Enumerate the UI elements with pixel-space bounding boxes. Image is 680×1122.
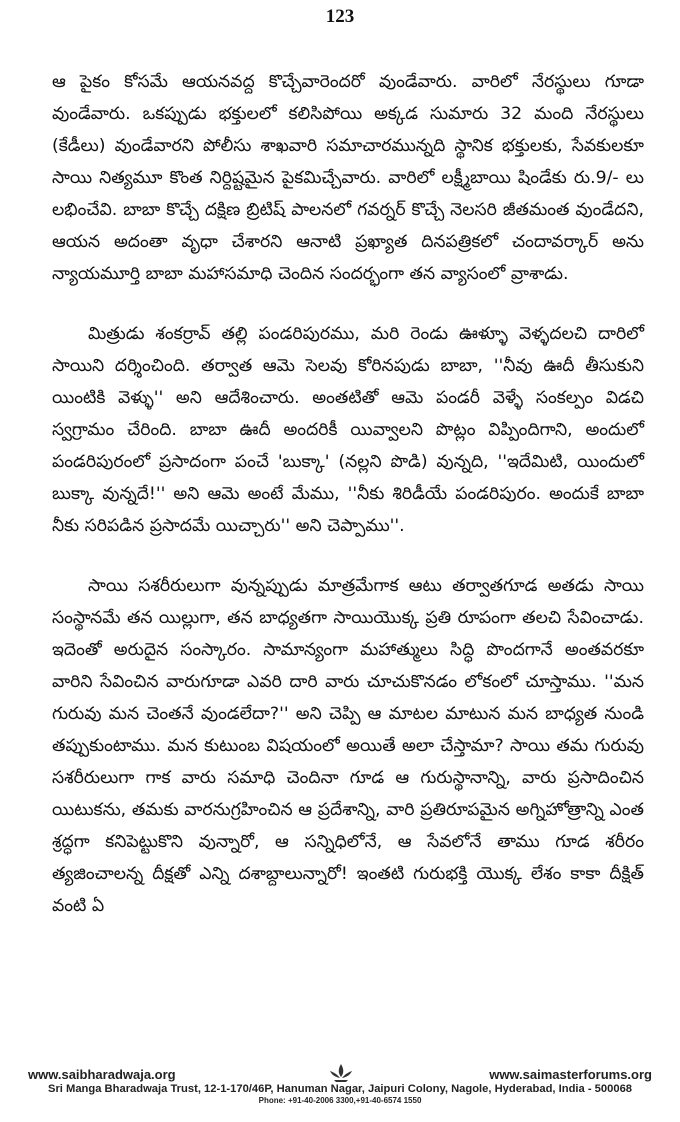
text-line: నీకు సరిపడిన ప్రసాదమే యిచ్చారు'' అని చెప్పాము''.	[52, 516, 405, 536]
text-line: ప్రతిరూపమైన అగ్నిహోత్రాన్ని ఎంత శ్రద్ధగా కనిపెట్టుకొని వున్నారో, ఆ	[52, 800, 644, 852]
text-line: బాబా, ''నీవు ఊదీ తీసుకుని యింటికి వెళ్ళు'' అని ఆదేశించారు. అంతటితో	[52, 356, 644, 408]
website-link-right[interactable]: www.saimasterforums.org	[489, 1067, 652, 1082]
text-line: దశాబ్దాలున్నారో! ఇంతటి గురుభక్తి యొక్క లేశం కాకా దీక్షిత్ వంటి ఏ	[52, 864, 644, 916]
text-line: రూపంగా తలచి సేవించాడు. ఇదెంతో అరుదైన సంస్కారం. సామాన్యంగా	[52, 608, 644, 660]
text-line: తప్పుకుంటాము. మన కుటుంబ విషయంలో అయితే అలా చేస్తామా? సాయి	[52, 736, 551, 756]
text-line: తమ గురువు సశరీరులుగా గాక వారు సమాధి చెందినా గూడ ఆ గురుస్థానాన్ని,	[52, 736, 644, 788]
text-line: ఆమె పండరీ వెళ్ళే సంకల్పం విడచి స్వగ్రామం చేరింది. బాబా ఊదీ అందరికీ	[52, 388, 645, 440]
website-link-left[interactable]: www.saibharadwaja.org	[28, 1067, 176, 1082]
text-line: ఆ పైకం కోసమే ఆయనవద్ద కొచ్చేవారెందరో వుండేవారు. వారిలో నేరస్థులు	[52, 72, 591, 92]
text-line: అతడు సాయి సంస్థానమే తన యిల్లుగా, తన బాధ్యతగా సాయియొక్క ప్రతి	[52, 576, 644, 628]
text-line: సన్నిధిలోనే, ఆ సేవలోనే తాము గూడ శరీరం త్యజించాలన్న దీక్షతో ఎన్ని	[52, 832, 645, 884]
text-line: యివ్వాలని పొట్లం విప్పిందిగాని, అందులో పండరిపురంలో ప్రసాదంగా పంచే	[52, 420, 644, 472]
text-line: వుండలేదా?'' అని చెప్పి ఆ మాటల మాటున మన బాధ్యత నుండి	[200, 704, 644, 724]
text-line: మిత్రుడు శంకర్రావ్ తల్లి పండరిపురము, మరి రెండు ఊళ్ళూ	[88, 324, 508, 344]
text-line: వెళ్ళదలచి దారిలో సాయిని దర్శించింది. తర్వాత ఆమె సెలవు కోరినపుడు	[52, 324, 644, 376]
paragraph-1	[52, 66, 644, 290]
text-line: సాయి సశరీరులుగా వున్నప్పుడు మాత్రమేగాక ఆటు తర్వాతగూడ	[88, 576, 538, 596]
paragraph-2	[52, 318, 644, 542]
text-line: పైకమిచ్చేవారు. వారిలో లక్ష్మీబాయి షిండేకు రు.9/- లు లభించేవి. బాబా	[52, 168, 644, 220]
text-line: గూడా వుండేవారు. ఒకప్పుడు భక్తులలో కలిసిపోయి అక్కడ సుమారు 32	[52, 72, 644, 124]
footer-links-row	[28, 1067, 652, 1083]
page-number: 123	[325, 6, 355, 27]
text-line: వారు ప్రసాదించిన యిటుకను, తమకు వారనుగ్రహించిన ఆ ప్రదేశాన్ని, వారి	[52, 768, 644, 820]
text-line: మంది నేరస్థులు (కేడీలు) వుండేవారని పోలీసు శాఖవారి సమాచారమున్నది	[52, 104, 644, 156]
phone-numbers: Phone: +91-40-2006 3300,+91-40-6574 1550	[258, 1096, 422, 1105]
text-line: 'బుక్కా' (నల్లని పొడి) వున్నది, ''ఇదేమిటి, యిందులో బుక్కా వున్నదే!''	[52, 452, 645, 504]
lotus-logo-icon	[328, 1063, 354, 1083]
text-line: వ్రాశాడు.	[510, 264, 569, 284]
page-footer	[28, 1067, 652, 1105]
trust-address: Sri Manga Bharadwaja Trust, 12-1-170/46P, Hanuman Nagar, Jaipuri Colony, Nagole, Hyderabad, India - 500068	[47, 1083, 633, 1095]
body-text	[52, 66, 644, 922]
text-line: మహాత్ములు సిద్ధి పొందగానే అంతవరకూ వారిని సేవించిన వారుగూడా ఎవరి	[52, 640, 644, 692]
text-line: స్థానిక భక్తులకు, సేవకులకూ సాయి నిత్యమూ కొంత నిర్దిష్టమైన	[52, 136, 644, 188]
text-line: ఆయన అదంతా వృధా చేశారని ఆనాటి ప్రఖ్యాత దినపత్రికలో చందావర్కార్	[52, 232, 599, 252]
paragraph-3	[52, 570, 644, 922]
text-line: అని ఆమె అంటే మేము, ''నీకు శిరిడీయే పండరిపురం. అందుకే బాబా	[173, 484, 644, 504]
text-line: అను న్యాయమూర్తి బాబా మహాసమాధి చెందిన సందర్భంగా తన వ్యాసంలో	[52, 232, 644, 284]
text-line: దారి వారు చూచుకొనడం లోకంలో చూస్తాము. ''మన గురువు మన చెంతనే	[52, 672, 644, 724]
text-line: కొచ్చే దక్షిణ బ్రిటిష్ పాలనలో గవర్నర్ కొచ్చే నెలసరి జీతమంత వుండేదని,	[166, 200, 645, 220]
